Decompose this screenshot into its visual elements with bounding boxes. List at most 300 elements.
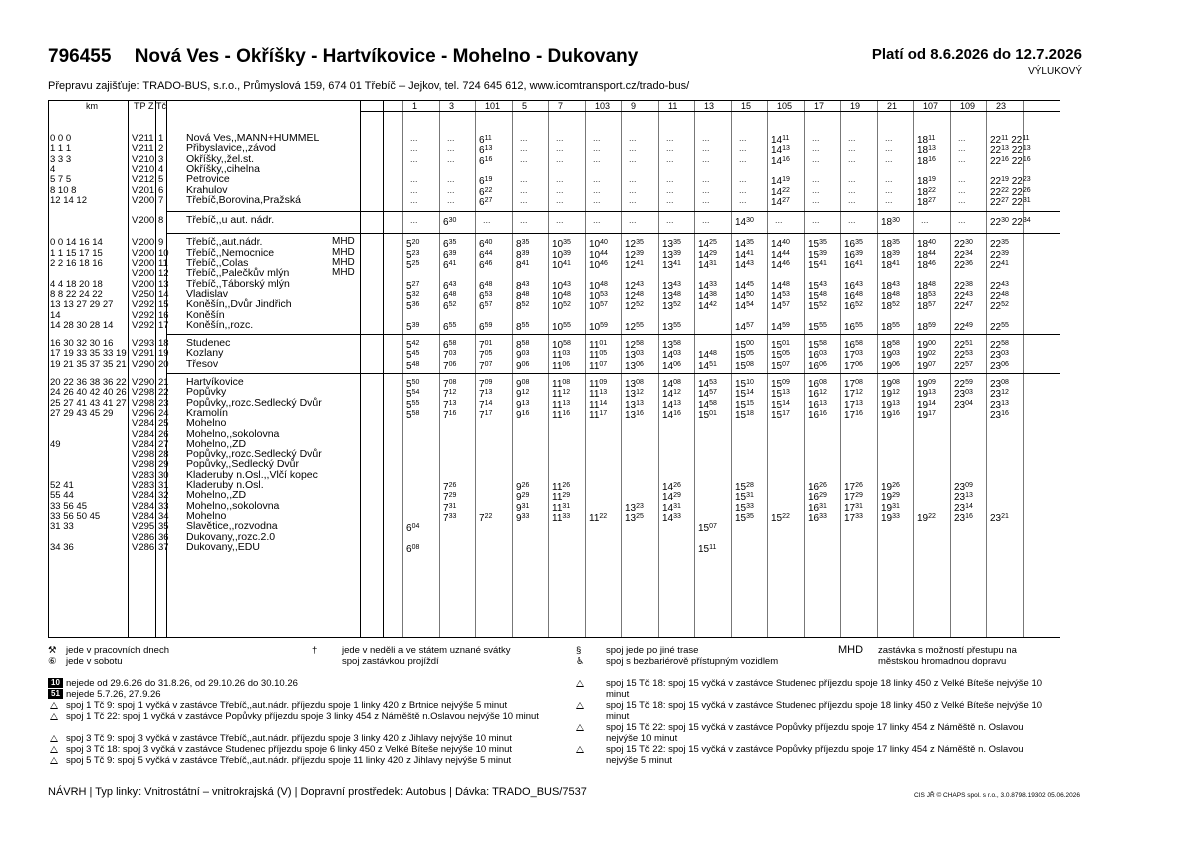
departure-time: [698, 359, 717, 372]
time-value: $14^{06}$: [662, 360, 681, 372]
time-value: $15^{35}$: [808, 239, 827, 251]
time-value: $22^{16}$: [1011, 155, 1031, 167]
column-divider: [767, 101, 768, 637]
departure-time: [735, 258, 754, 271]
trip-number: 21: [887, 101, 898, 111]
time-value: $7^{16}$: [443, 409, 457, 421]
time-value: $5^{50}$: [406, 379, 420, 390]
time-value: $14^{19}$: [771, 176, 790, 188]
trip-number: 5: [522, 101, 528, 111]
time-value: $11^{12}$: [552, 389, 571, 401]
no-service: ...: [739, 174, 747, 185]
departure-time: [698, 299, 717, 312]
time-value: $8^{52}$: [516, 301, 530, 313]
departure-time: [479, 408, 492, 421]
stop-km: 17 19 33 35 33 19: [50, 348, 127, 360]
time-value: $19^{22}$: [917, 512, 936, 524]
stop-tp: V200: [132, 194, 155, 206]
no-service: ...: [885, 143, 893, 154]
no-service: ...: [739, 194, 747, 205]
legend-saturday: jede v sobotu: [66, 656, 123, 667]
stop-name: Dukovany,,EDU: [186, 540, 260, 553]
header-separator: [360, 111, 1060, 112]
stop-tp: V212: [132, 174, 155, 186]
stop-tp: V290: [132, 358, 155, 370]
time-value: $10^{40}$: [589, 239, 608, 251]
stop-name: Popůvky,,rozc.Sedlecký Dvůr: [186, 396, 322, 409]
departure-time: [479, 511, 492, 524]
time-value: $5^{42}$: [406, 340, 420, 352]
time-value: $19^{17}$: [917, 409, 936, 421]
time-value: $11^{05}$: [589, 350, 608, 362]
time-value: $5^{48}$: [406, 360, 420, 372]
departure-time: [808, 299, 827, 312]
departure-time: [917, 154, 936, 167]
stop-name: Mohelno: [186, 509, 227, 522]
no-service: ...: [702, 133, 710, 143]
time-value: $18^{46}$: [917, 260, 936, 271]
time-value: $14^{58}$: [698, 399, 717, 411]
legend-note: spoj 5 Tč 9: spoj 5 vyčká v zastávce Třebíč,,aut.nádr. příjezdu spoje 11 linky 420 z Jihlavy nejvýše 5 minut: [66, 755, 512, 766]
time-value: $13^{41}$: [662, 260, 681, 271]
stop-tc: 14: [158, 288, 169, 300]
departure-time: [516, 258, 529, 271]
time-value: $22^{11}$: [1011, 135, 1030, 146]
timetable-type: VÝLUKOVÝ: [1028, 66, 1082, 77]
time-value: $11^{08}$: [552, 379, 571, 390]
trip-number: 15: [741, 101, 752, 111]
no-service: ...: [447, 184, 455, 195]
time-value: $17^{31}$: [844, 502, 863, 514]
departure-time: [771, 359, 790, 372]
time-value: $6^{52}$: [443, 301, 457, 313]
stop-tc: 10: [158, 247, 169, 259]
time-value: $16^{48}$: [844, 290, 863, 302]
no-service: ...: [739, 153, 747, 164]
time-value: $15^{43}$: [808, 280, 827, 292]
stop-tp: V284: [132, 428, 155, 440]
trip-number: 13: [704, 101, 715, 111]
time-value: $12^{41}$: [625, 260, 644, 271]
departure-time: [662, 320, 681, 333]
time-value: $15^{08}$: [735, 360, 754, 372]
stop-tc: 6: [158, 184, 164, 196]
time-value: $7^{13}$: [479, 389, 493, 401]
departure-time: [479, 320, 492, 333]
time-value: $7^{08}$: [443, 379, 457, 390]
time-value: $17^{12}$: [844, 389, 863, 401]
time-value: $14^{42}$: [698, 301, 717, 313]
time-value: $5^{55}$: [406, 399, 420, 411]
legend-note: spoj 15 Tč 22: spoj 15 vyčká v zastávce Popůvky příjezdu spoje 17 linky 454 z Náměště n. Oslavou nejvýše 10 minut: [606, 722, 1024, 744]
time-value: $16^{35}$: [844, 239, 863, 251]
stop-tp: V293: [132, 338, 155, 350]
time-value: $13^{55}$: [662, 321, 681, 333]
departure-time: [917, 195, 936, 208]
time-value: $6^{13}$: [479, 145, 493, 157]
time-value: $12^{48}$: [625, 290, 644, 302]
departure-time: [990, 511, 1009, 524]
time-value: $23^{13}$: [954, 492, 973, 504]
sunday-icon: †: [312, 645, 318, 656]
departure-time: [735, 408, 754, 421]
stop-tp: V200: [132, 247, 155, 259]
departure-time: [881, 215, 900, 228]
time-value: $17^{03}$: [844, 350, 863, 362]
no-service: ...: [447, 194, 455, 205]
time-value: $22^{39}$: [990, 249, 1009, 261]
time-value: $15^{28}$: [735, 482, 754, 493]
time-value: $7^{09}$: [479, 379, 493, 390]
stop-tp: V200: [132, 237, 155, 249]
time-value: $18^{35}$: [881, 239, 900, 251]
stop-tp: V284: [132, 418, 155, 430]
time-value: $14^{57}$: [735, 321, 754, 333]
departure-time: [443, 215, 456, 228]
stop-tc: 33: [158, 500, 169, 512]
section-separator: [166, 334, 1060, 335]
departure-time: [698, 521, 717, 534]
no-service: ...: [629, 184, 637, 195]
time-value: $15^{00}$: [735, 340, 754, 352]
departure-time: [589, 511, 607, 524]
time-value: $22^{23}$: [1011, 176, 1031, 188]
departure-time: [662, 258, 681, 271]
departure-time: [844, 320, 863, 333]
stop-km: 52 41: [50, 480, 74, 491]
column-divider: [512, 101, 513, 637]
time-value: $13^{35}$: [662, 239, 681, 251]
time-value: $5^{45}$: [406, 350, 420, 362]
time-value: $22^{22}$: [990, 186, 1009, 198]
time-value: $6^{48}$: [443, 290, 457, 302]
stop-tp: V298: [132, 459, 155, 471]
time-value: $17^{16}$: [844, 409, 863, 421]
time-value: $18^{52}$: [881, 301, 900, 313]
legend-note: spoj 15 Tč 18: spoj 15 vyčká v zastávce Studenec příjezdu spoje 18 linky 450 z Velké Bíteše nejvýše 10 minut: [606, 700, 1043, 722]
time-value: $14^{57}$: [771, 301, 790, 313]
departure-time: [735, 359, 754, 372]
departure-time: [516, 408, 529, 421]
time-value: $19^{16}$: [881, 409, 900, 421]
stop-tp: V284: [132, 490, 155, 502]
departure-time: [990, 320, 1009, 333]
time-value: $17^{13}$: [844, 399, 863, 411]
no-service: ...: [556, 153, 564, 164]
departure-time: [808, 408, 827, 421]
stop-tp: V200: [132, 268, 155, 280]
stop-km: 16 30 32 30 16: [50, 338, 114, 350]
departure-time: [589, 299, 608, 312]
no-service: ...: [520, 215, 528, 226]
stop-km: 20 22 36 38 36 22: [50, 377, 127, 388]
no-service: ...: [812, 133, 820, 143]
time-value: $13^{08}$: [625, 379, 644, 390]
carrier-info: Přepravu zajišťuje: TRADO-BUS, s.r.o., Průmyslová 159, 674 01 Třebíč – Jejkov, tel. 724 645 612, www.icomtransport.cz/trado-bus/: [48, 80, 690, 92]
departure-time: [917, 359, 936, 372]
time-value: $17^{08}$: [844, 379, 863, 390]
departure-time: [516, 299, 529, 312]
no-service: ...: [593, 143, 601, 154]
no-service: ...: [885, 174, 893, 185]
time-value: $22^{19}$: [990, 176, 1009, 188]
time-value: $5^{58}$: [406, 409, 420, 421]
departure-time: [990, 359, 1009, 372]
time-value: $15^{31}$: [735, 492, 754, 504]
time-value: $8^{35}$: [516, 239, 530, 251]
time-value: $7^{06}$: [443, 360, 457, 372]
no-service: ...: [447, 174, 455, 185]
route-name: Nová Ves - Okříšky - Hartvíkovice - Mohelno - Dukovany: [134, 46, 639, 67]
time-value: $17^{33}$: [844, 512, 863, 524]
time-value: $11^{13}$: [589, 389, 608, 401]
departure-time: [954, 258, 973, 271]
footer-credit: CIS JŘ © CHAPS spol. s r.o., 3.0.8798.19302 05.06.2026: [914, 792, 1080, 799]
stop-name: Krahulov: [186, 183, 228, 196]
no-service: ...: [958, 174, 966, 185]
time-value: $15^{55}$: [808, 321, 827, 333]
time-value: $10^{35}$: [552, 239, 571, 251]
no-service: ...: [848, 184, 856, 195]
column-divider: [548, 101, 549, 637]
departure-time: [954, 511, 973, 524]
legend-note: spoj 3 Tč 18: spoj 3 vyčká v zastávce Studenec příjezdu spoje 6 linky 450 z Velké Bíteše nejvýše 10 minut: [66, 744, 513, 755]
no-service: ...: [410, 174, 418, 185]
stop-km: 34 36: [50, 541, 74, 553]
time-value: $11^{31}$: [552, 502, 571, 514]
no-service: ...: [629, 153, 637, 164]
time-value: $22^{26}$: [1011, 186, 1031, 198]
stop-name: Mohelno,,ZD: [186, 489, 247, 502]
departure-time: [479, 258, 492, 271]
time-value: $18^{53}$: [917, 290, 936, 302]
wait-triangle-icon: [576, 746, 584, 753]
time-value: $14^{46}$: [771, 260, 790, 271]
time-value: $10^{53}$: [589, 290, 608, 302]
trip-number: 11: [668, 101, 678, 111]
stop-name: Okříšky,,cihelna: [186, 162, 260, 175]
time-value: $19^{09}$: [917, 379, 936, 390]
stop-name: Třesov: [186, 357, 219, 370]
time-value: $22^{34}$: [954, 249, 973, 261]
stop-km: 33 56 45: [50, 500, 87, 512]
trip-number: 3: [449, 101, 455, 111]
no-service: ...: [629, 143, 637, 154]
time-value: $13^{48}$: [662, 290, 681, 302]
time-value: $22^{55}$: [990, 321, 1009, 333]
time-value: $12^{52}$: [625, 301, 644, 313]
time-value: $23^{03}$: [954, 389, 973, 401]
stop-tc: 36: [158, 531, 169, 543]
stop-km: 14 28 30 28 14: [50, 319, 114, 331]
time-value: $15^{13}$: [771, 389, 790, 401]
no-service: ...: [739, 133, 747, 143]
departure-time: [917, 258, 936, 271]
trip-number: 9: [631, 101, 637, 111]
time-value: $19^{02}$: [917, 350, 936, 362]
time-value: $6^{41}$: [443, 260, 457, 271]
time-value: $14^{59}$: [771, 321, 790, 333]
time-value: $19^{07}$: [917, 360, 936, 372]
time-value: $11^{07}$: [589, 360, 608, 372]
departure-time: [516, 511, 529, 524]
departure-time: [844, 258, 863, 271]
table-border: [383, 101, 384, 637]
time-value: $11^{17}$: [589, 409, 608, 421]
time-value: $6^{30}$: [443, 217, 457, 229]
time-value: $15^{17}$: [771, 409, 790, 421]
no-service: ...: [520, 174, 528, 185]
time-value: $22^{57}$: [954, 360, 973, 372]
time-value: $7^{29}$: [443, 492, 457, 504]
time-value: $14^{53}$: [771, 290, 790, 302]
time-value: $14^{13}$: [771, 145, 790, 157]
time-value: $15^{10}$: [735, 379, 754, 390]
time-value: $11^{26}$: [552, 482, 571, 493]
stop-km: 13 13 27 29 27: [50, 299, 114, 311]
departure-time: [516, 320, 529, 333]
tc-header: Tč: [156, 101, 166, 111]
stop-name: Koněšín: [186, 308, 225, 321]
no-service: ...: [666, 215, 674, 226]
time-value: $14^{43}$: [735, 260, 754, 271]
no-service: ...: [921, 215, 929, 226]
time-value: $22^{34}$: [1011, 217, 1031, 229]
stop-name: Přibyslavice,,závod: [186, 142, 276, 155]
stop-km: 8 10 8: [50, 184, 77, 196]
time-value: $19^{26}$: [881, 482, 900, 493]
departure-time: [625, 320, 644, 333]
stop-km: 0 0 14 16 14: [50, 237, 103, 249]
no-service: ...: [812, 194, 820, 205]
time-value: $9^{12}$: [516, 389, 530, 401]
departure-time: [990, 195, 1031, 208]
stop-tc: 34: [158, 510, 169, 522]
time-value: $10^{41}$: [552, 260, 571, 271]
no-service: ...: [483, 215, 491, 226]
time-value: $16^{06}$: [808, 360, 827, 372]
no-service: ...: [666, 143, 674, 154]
column-divider: [986, 101, 987, 637]
time-value: $6^{40}$: [479, 239, 493, 251]
time-value: $10^{44}$: [589, 249, 608, 261]
no-service: ...: [958, 194, 966, 205]
no-service: ...: [556, 143, 564, 154]
departure-time: [552, 299, 571, 312]
stop-tc: 28: [158, 449, 169, 461]
no-service: ...: [666, 153, 674, 164]
time-value: $23^{13}$: [990, 399, 1009, 411]
time-value: $9^{08}$: [516, 379, 530, 390]
time-value: $14^{08}$: [662, 379, 681, 390]
time-value: $6^{35}$: [443, 239, 457, 251]
departure-time: [808, 359, 827, 372]
no-service: ...: [520, 143, 528, 154]
time-value: $15^{01}$: [771, 340, 790, 352]
time-value: $16^{12}$: [808, 389, 827, 401]
wait-triangle-icon: [576, 702, 584, 709]
time-value: $18^{11}$: [917, 135, 936, 146]
no-service: ...: [629, 194, 637, 205]
time-value: $5^{54}$: [406, 389, 420, 401]
time-value: $18^{58}$: [881, 340, 900, 352]
footer: NÁVRH | Typ linky: Vnitrostátní – vnitrokrajská (V) | Dopravní prostředek: Autobus | Dávka: TRADO_BUS/7537: [48, 786, 587, 798]
departure-time: [735, 511, 754, 524]
time-value: $12^{39}$: [625, 249, 644, 261]
stop-tp: V211: [132, 133, 154, 144]
trip-number: 23: [996, 101, 1007, 111]
stop-tc: 37: [158, 541, 169, 553]
stop-km: 5 7 5: [50, 174, 72, 186]
time-value: $16^{26}$: [808, 482, 827, 493]
time-value: $19^{31}$: [881, 502, 900, 514]
no-service: ...: [410, 194, 418, 205]
table-border: [128, 101, 129, 637]
departure-time: [625, 408, 644, 421]
wait-triangle-icon: [50, 735, 58, 742]
time-value: $10^{57}$: [589, 301, 608, 313]
z-header: Z: [148, 101, 154, 111]
time-value: $8^{48}$: [516, 290, 530, 302]
time-value: $10^{48}$: [552, 290, 571, 302]
stop-km: 0 0 0: [50, 133, 72, 144]
departure-time: [954, 398, 973, 411]
time-value: $8^{55}$: [516, 321, 530, 333]
no-service: ...: [556, 133, 564, 143]
stop-name: Popůvky: [186, 386, 227, 399]
departure-time: [406, 521, 419, 534]
legend-sunday: jede v neděli a ve státem uznané svátky: [342, 645, 511, 656]
time-value: $6^{46}$: [479, 260, 493, 271]
departure-time: [771, 511, 790, 524]
time-value: $8^{41}$: [516, 260, 530, 271]
departure-time: [771, 299, 790, 312]
stop-tc: 25: [158, 418, 169, 430]
no-service: ...: [629, 174, 637, 185]
time-value: $10^{39}$: [552, 249, 571, 261]
time-value: $22^{49}$: [954, 321, 973, 333]
stop-tc: 17: [158, 319, 169, 331]
departure-time: [990, 258, 1009, 271]
time-value: $9^{31}$: [516, 502, 530, 514]
time-value: $15^{05}$: [771, 350, 790, 362]
time-value: $14^{40}$: [771, 239, 790, 251]
stop-km: 2 2 16 18 16: [50, 258, 103, 269]
time-value: $22^{47}$: [954, 301, 973, 313]
time-value: $16^{58}$: [844, 340, 863, 352]
stop-km: 12 14 12: [50, 194, 87, 206]
time-value: $18^{13}$: [917, 145, 936, 157]
time-value: $6^{55}$: [443, 321, 457, 333]
stop-km: 1 1 15 17 15: [50, 247, 103, 259]
no-service: ...: [520, 194, 528, 205]
departure-time: [844, 359, 863, 372]
time-value: $22^{51}$: [954, 340, 973, 352]
trip-number: 107: [923, 101, 939, 111]
stop-name: Třebíč,,aut.nádr.: [186, 236, 263, 249]
time-value: $15^{15}$: [735, 399, 754, 411]
time-value: $22^{59}$: [954, 379, 973, 390]
stop-km: 49: [50, 438, 61, 450]
departure-time: [735, 320, 754, 333]
no-service: ...: [410, 153, 418, 164]
stop-km: 4 4 18 20 18: [50, 278, 103, 290]
time-value: $16^{16}$: [808, 409, 827, 421]
validity-period: Platí od 8.6.2026 do 12.7.2026: [871, 46, 1082, 63]
departure-time: [990, 215, 1031, 228]
stop-name: Mohelno: [186, 417, 227, 430]
departure-time: [917, 511, 936, 524]
